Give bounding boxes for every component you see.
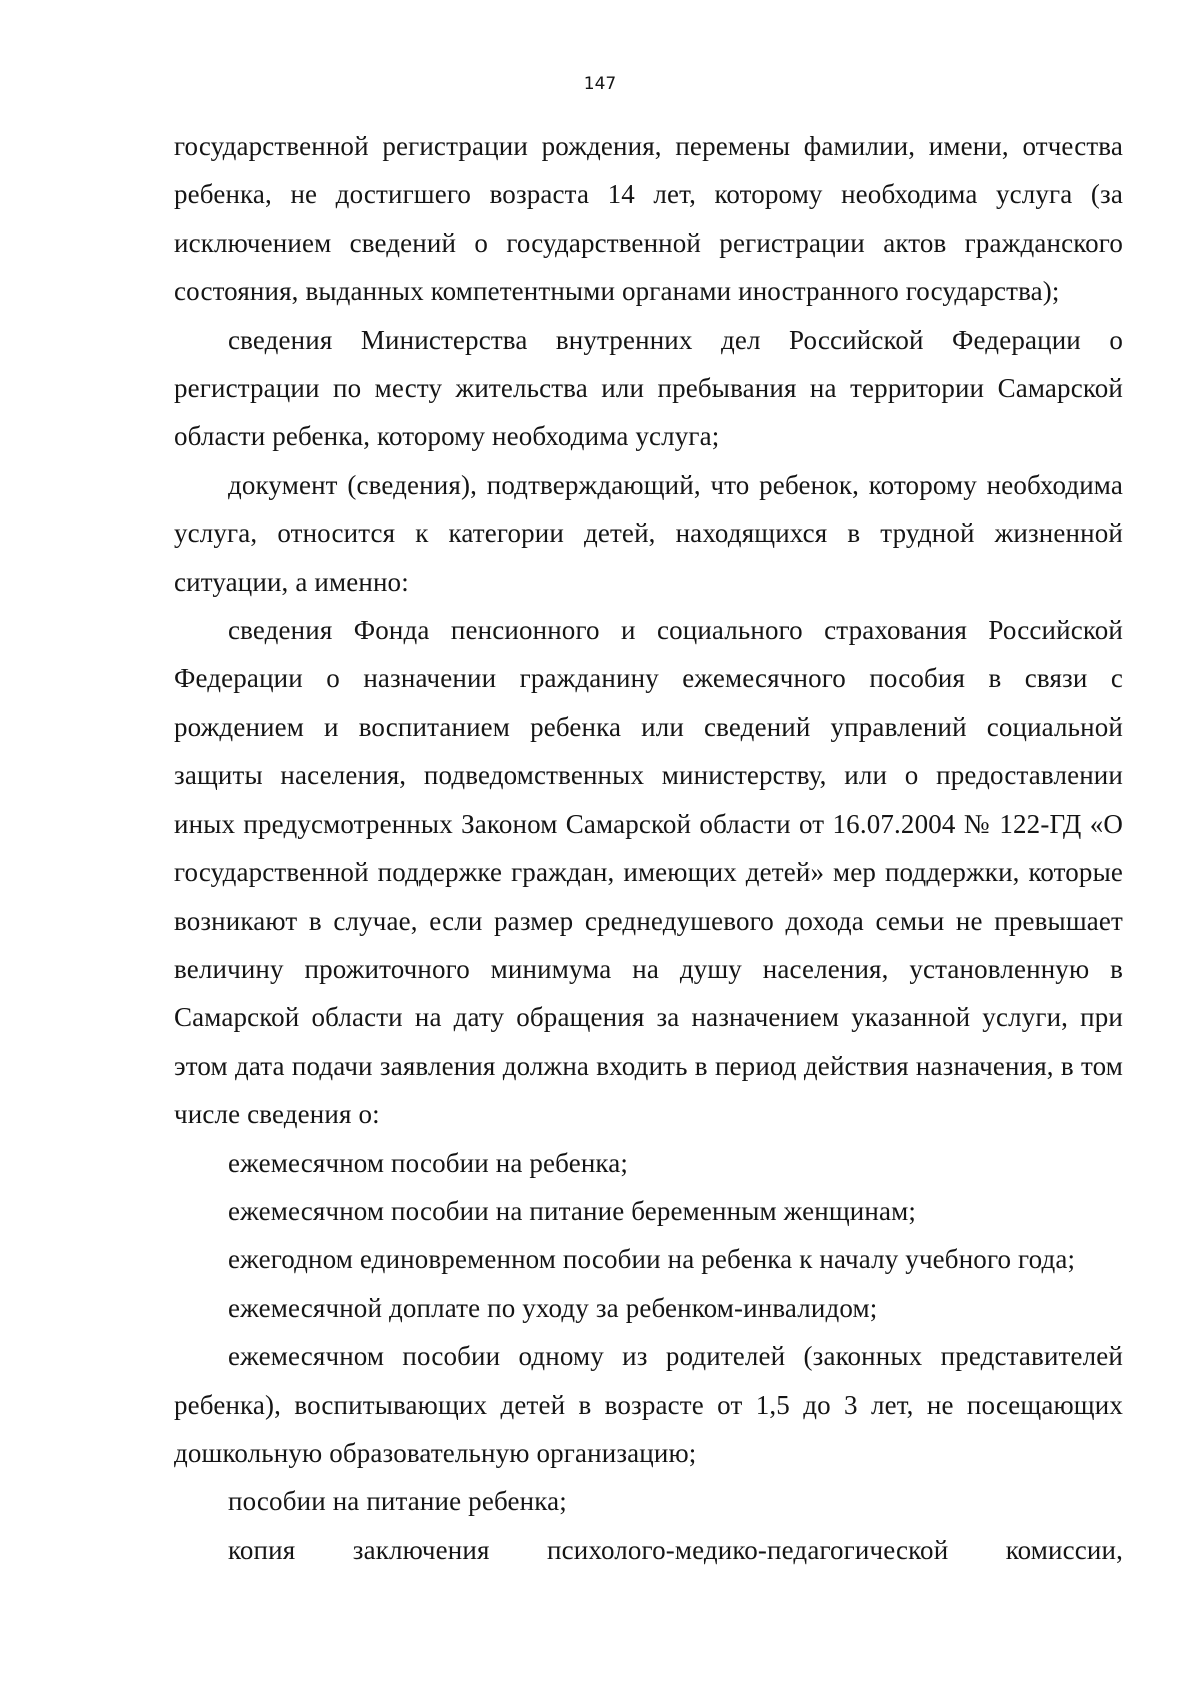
paragraph-pmpk-conclusion-copy: копия заключения психолого-медико-педагогической комиссии, — [228, 1534, 1123, 1565]
paragraph-pension-fund-info: сведения Фонда пенсионного и социального страхования Российской Федерации о назначении гражданину ежемесячного пособия в связи с рождением и воспитанием ребенка или сведений управлений социальной защиты населения, подведомственных министерству, или о предоставлении иных предусмотренных Законом Самарской области от 16.07.2004 № 122-ГД «О государственной поддержке граждан, имеющих детей» мер поддержки, которые возникают в случае, если размер среднедушевого дохода семьи не превышает величину прожиточного минимума на душу населения, установленную в Самарской области на дату обращения за назначением указанной услуги, при этом дата подачи заявления должна входить в период действия назначения, в том числе сведения о: — [174, 615, 1123, 1130]
list-item-pregnant-nutrition-allowance: ежемесячном пособии на питание беременным женщинам; — [228, 1195, 917, 1226]
list-item-disabled-child-care-supplement: ежемесячной доплате по уходу за ребенком-инвалидом; — [228, 1292, 878, 1323]
list-item-school-year-allowance: ежегодном единовременном пособии на ребенка к началу учебного года; — [228, 1244, 1076, 1275]
document-body — [174, 122, 1123, 1574]
page-number: 147 — [583, 74, 617, 94]
paragraph-civil-registration-continuation: государственной регистрации рождения, перемены фамилии, имени, отчества ребенка, не достигшего возраста 14 лет, которому необходима услуга (за исключением сведений о государственной регистрации актов гражданского состояния, выданных компетентными органами иностранного государства); — [174, 131, 1123, 307]
list-item-parent-allowance-1-5-to-3: ежемесячном пособии одному из родителей (законных представителей ребенка), воспитывающих детей в возрасте от 1,5 до 3 лет, не посещающих дошкольную образовательную организацию; — [174, 1341, 1123, 1468]
paragraph-difficult-situation-document: документ (сведения), подтверждающий, что ребенок, которому необходима услуга, относится к категории детей, находящихся в трудной жизненной ситуации, а именно: — [174, 469, 1123, 597]
paragraph-mvd-registration: сведения Министерства внутренних дел Российской Федерации о регистрации по месту жительства или пребывания на территории Самарской области ребенка, которому необходима услуга; — [174, 324, 1123, 452]
list-item-monthly-child-allowance: ежемесячном пособии на ребенка; — [228, 1147, 629, 1178]
list-item-child-nutrition-allowance: пособии на питание ребенка; — [228, 1486, 567, 1517]
